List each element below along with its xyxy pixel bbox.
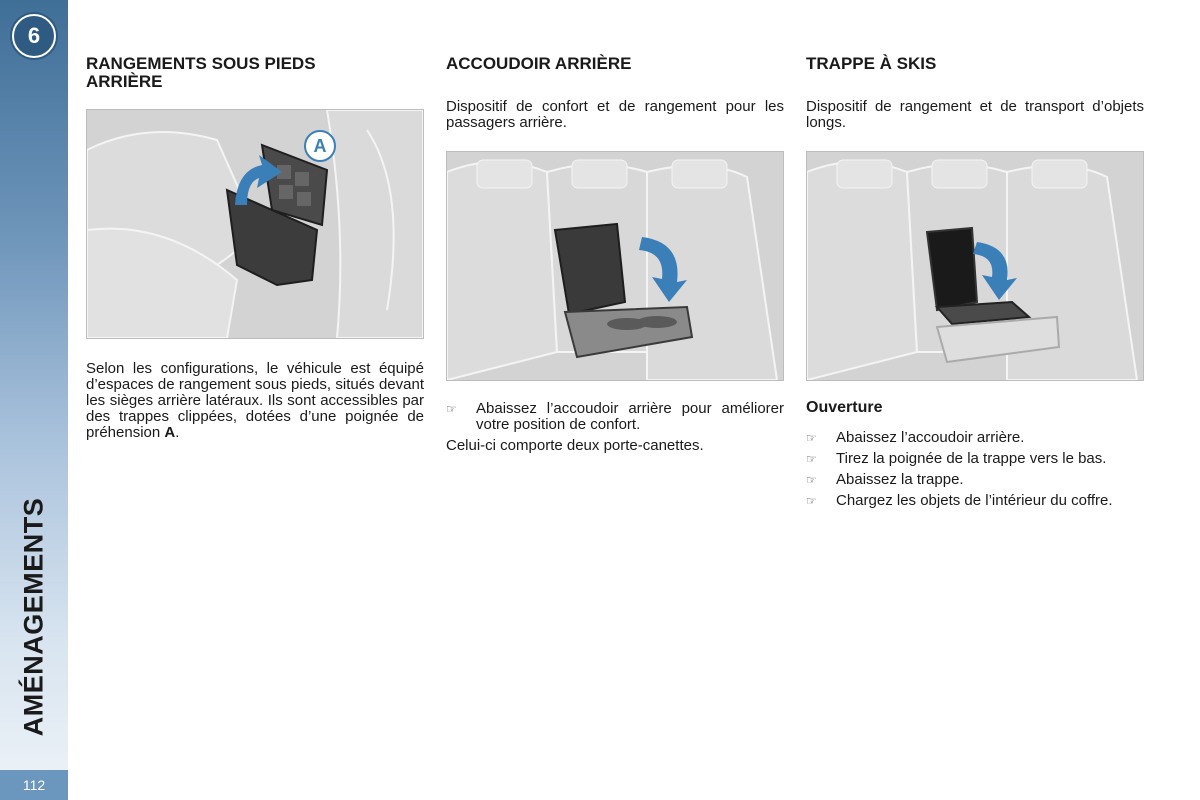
callout-a: A <box>313 136 327 156</box>
pointing-hand-icon: ☞ <box>806 452 817 466</box>
rear-armrest-title: ACCOUDOIR ARRIÈRE <box>446 54 632 73</box>
list-item <box>806 430 1144 446</box>
ski-flap-steps <box>806 430 1144 509</box>
rear-armrest-illustration <box>446 151 784 381</box>
chapter-number: 6 <box>27 23 41 48</box>
floor-storage-body-bold: A <box>164 424 176 441</box>
ski-flap-step: Abaissez la trappe. <box>836 471 964 488</box>
column-floor-storage <box>86 52 424 441</box>
list-item <box>446 401 784 433</box>
ski-flap-illustration <box>806 151 1144 381</box>
pointing-hand-icon: ☞ <box>806 473 817 487</box>
section-label: AMÉNAGEMENTS <box>18 497 49 737</box>
pointing-hand-icon: ☞ <box>806 431 817 445</box>
column-rear-armrest <box>446 52 784 454</box>
rear-armrest-step: Abaissez l’accoudoir arrière pour améliorer votre position de confort. <box>476 400 784 433</box>
list-item <box>806 472 1144 488</box>
floor-storage-text <box>86 361 424 441</box>
ski-flap-step: Tirez la poignée de la trappe vers le bas. <box>836 450 1107 467</box>
floor-storage-title <box>86 55 424 91</box>
ski-flap-step: Chargez les objets de l’intérieur du coffre. <box>836 492 1113 509</box>
pointing-hand-icon: ☞ <box>446 402 457 416</box>
rear-armrest-intro: Dispositif de confort et de rangement pour les passagers arrière. <box>446 98 784 131</box>
floor-storage-title-line2: ARRIÈRE <box>86 72 163 91</box>
opening-subtitle: Ouverture <box>806 399 883 416</box>
chapter-sidebar <box>0 0 68 800</box>
ski-flap-intro: Dispositif de rangement et de transport d’objets longs. <box>806 98 1144 131</box>
list-item <box>806 493 1144 509</box>
ski-flap-title: TRAPPE À SKIS <box>806 54 937 73</box>
floor-storage-body: Selon les configurations, le véhicule est équipé d’espaces de rangement sous pieds, situés devant les sièges arrière latéraux. Ils sont accessibles par des trappes clippées, dotées d’une poignée de préhension <box>86 360 424 441</box>
floor-storage-body-end: . <box>175 424 180 441</box>
pointing-hand-icon: ☞ <box>806 494 817 508</box>
page-number: 112 <box>0 770 68 800</box>
list-item <box>806 451 1144 467</box>
floor-storage-illustration <box>86 109 424 339</box>
column-ski-flap <box>806 52 1144 509</box>
ski-flap-step: Abaissez l’accoudoir arrière. <box>836 429 1025 446</box>
rear-armrest-steps <box>446 401 784 433</box>
floor-storage-title-line1: RANGEMENTS SOUS PIEDS <box>86 54 316 73</box>
rear-armrest-note: Celui-ci comporte deux porte-canettes. <box>446 437 704 454</box>
chapter-badge <box>12 14 56 58</box>
